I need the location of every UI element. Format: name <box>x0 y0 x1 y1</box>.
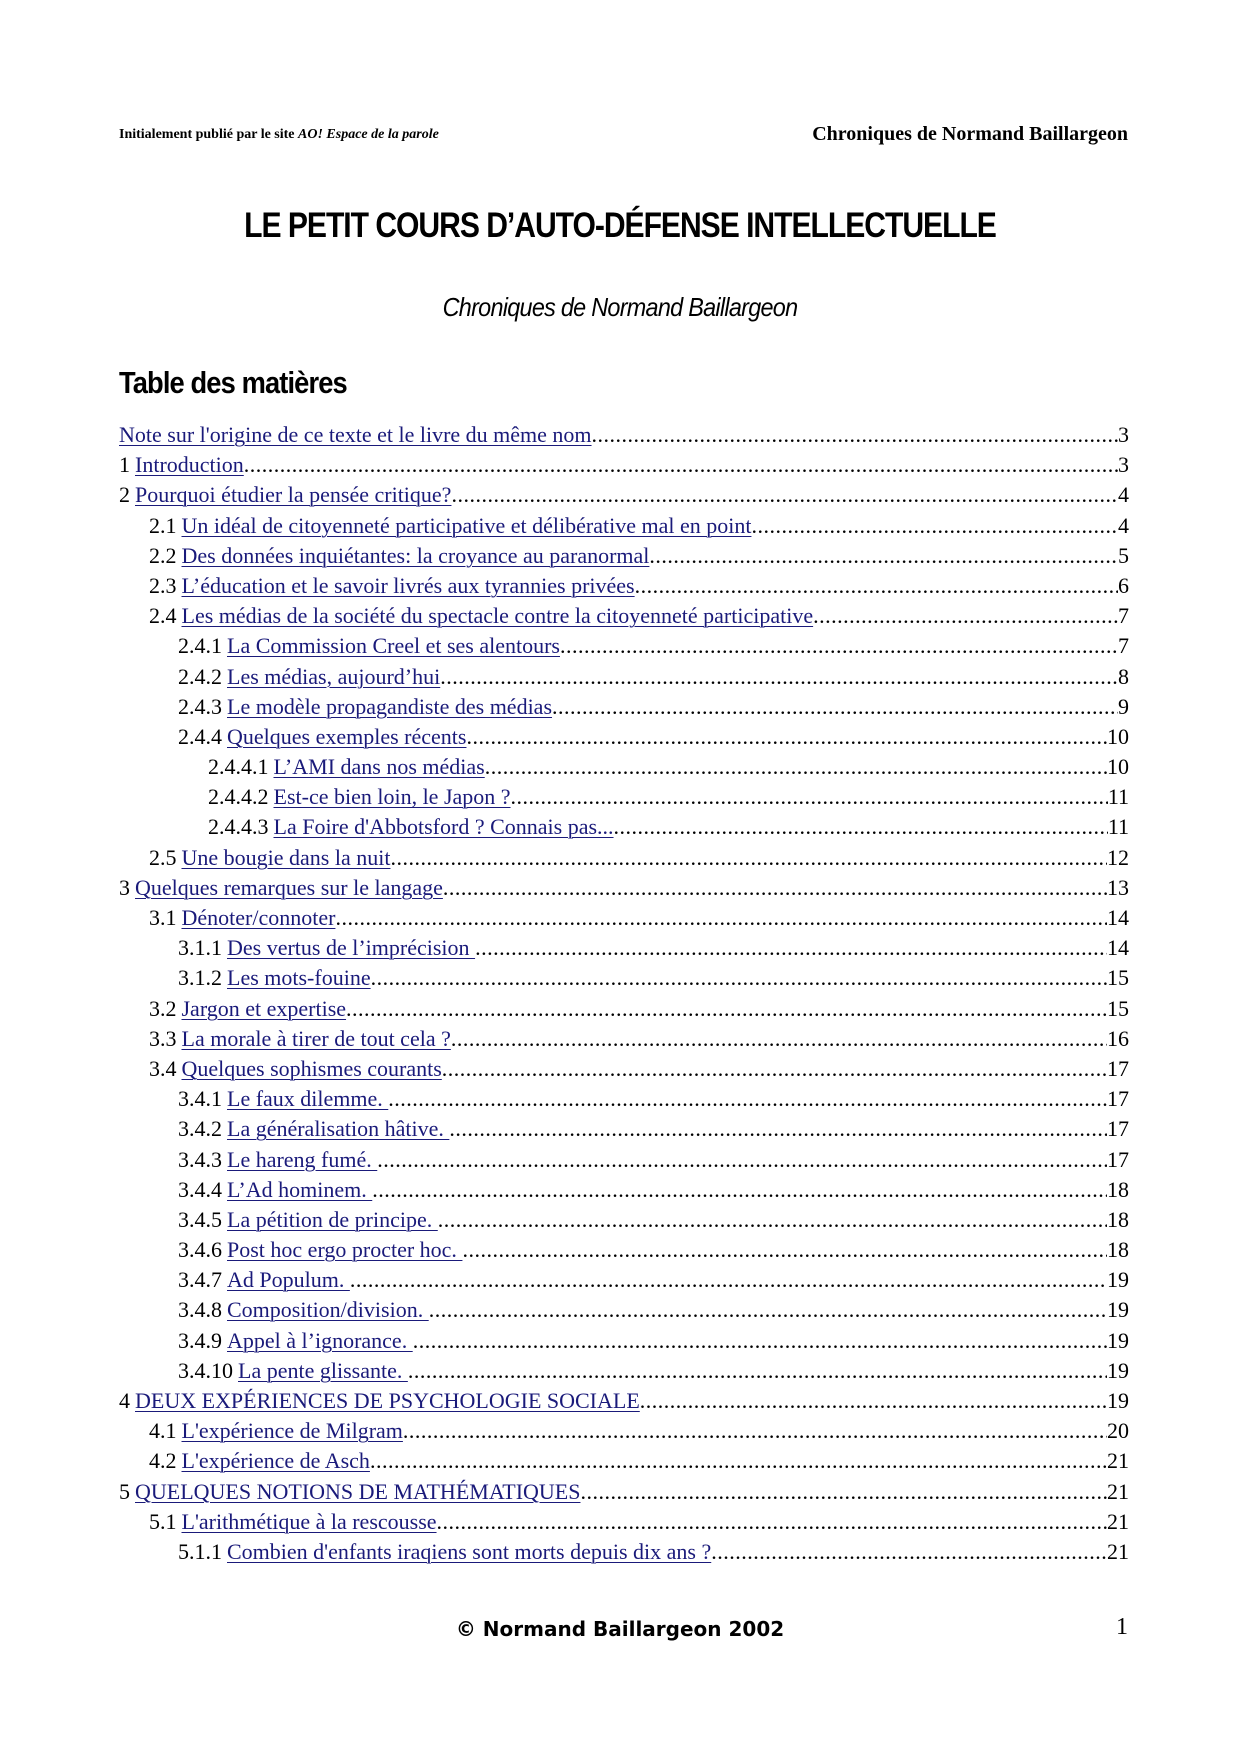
toc-entry-page: 17 <box>1107 1146 1129 1172</box>
toc-entry-link[interactable]: L’éducation et le savoir livrés aux tyrannies privées <box>181 572 635 598</box>
toc-entry-number: 5.1 <box>149 1508 177 1534</box>
toc-entry-link[interactable]: L'arithmétique à la rescousse <box>181 1508 437 1534</box>
toc-entry-page: 11 <box>1107 814 1129 840</box>
toc-entry-number: 2.4.4 <box>178 723 222 749</box>
toc-entry-link[interactable]: La Commission Creel et ses alentours <box>227 633 560 659</box>
toc-entry-page: 14 <box>1107 935 1129 961</box>
toc-entry-number: 3.4.8 <box>178 1297 222 1323</box>
toc-entry <box>119 631 1129 661</box>
toc-entry-page: 10 <box>1107 723 1129 749</box>
toc-entry-number: 3.4.1 <box>178 1086 222 1112</box>
toc-entry-page: 7 <box>1118 603 1129 629</box>
toc-entry-number: 2.4 <box>149 603 177 629</box>
toc-entry-link[interactable]: Un idéal de citoyenneté participative et délibérative mal en point <box>181 512 752 538</box>
toc-entry-page: 13 <box>1107 874 1129 900</box>
toc-entry-link[interactable]: La morale à tirer de tout cela ? <box>181 1025 451 1051</box>
toc-dot-leader <box>440 662 1118 692</box>
toc-entry <box>119 933 1129 963</box>
toc-entry-number: 2.4.4.2 <box>208 784 269 810</box>
toc-dot-leader <box>511 782 1108 812</box>
toc-entry-page: 21 <box>1107 1538 1129 1564</box>
toc-dot-leader <box>649 541 1118 571</box>
toc-entry-link[interactable]: La pente glissante. <box>238 1357 408 1383</box>
toc-dot-leader <box>350 1265 1107 1295</box>
toc-entry-page: 19 <box>1107 1357 1129 1383</box>
toc-entry-link[interactable]: Le modèle propagandiste des médias <box>227 693 553 719</box>
toc-entry <box>119 1386 1129 1416</box>
toc-dot-leader <box>451 480 1118 510</box>
toc-entry <box>119 1265 1129 1295</box>
toc-entry-page: 16 <box>1107 1025 1129 1051</box>
toc-entry-page: 18 <box>1107 1237 1129 1263</box>
toc-entry-page: 15 <box>1107 995 1129 1021</box>
toc-entry <box>119 722 1129 752</box>
toc-entry <box>119 812 1129 842</box>
toc-entry-page: 8 <box>1118 663 1129 689</box>
toc-dot-leader <box>442 1054 1107 1084</box>
toc-dot-leader <box>635 571 1118 601</box>
toc-entry-page: 15 <box>1107 965 1129 991</box>
toc-entry <box>119 692 1129 722</box>
toc-entry <box>119 1446 1129 1476</box>
toc-dot-leader <box>614 812 1108 842</box>
toc-dot-leader <box>580 1477 1107 1507</box>
toc-entry-link[interactable]: Composition/division. <box>227 1297 429 1323</box>
toc-entry <box>119 1235 1129 1265</box>
toc-entry-link[interactable]: QUELQUES NOTIONS DE MATHÉMATIQUES <box>135 1478 581 1504</box>
toc-entry-number: 2.4.1 <box>178 633 222 659</box>
toc-dot-leader <box>377 1145 1107 1175</box>
table-of-contents <box>119 420 1129 1567</box>
toc-entry-page: 3 <box>1118 422 1129 447</box>
toc-entry-link[interactable]: Quelques remarques sur le langage <box>135 874 443 900</box>
toc-entry-link[interactable]: Quelques sophismes courants <box>181 1055 442 1081</box>
toc-entry-link[interactable]: DEUX EXPÉRIENCES DE PSYCHOLOGIE SOCIALE <box>135 1388 640 1413</box>
document-title: LE PETIT COURS D’AUTO-DÉFENSE INTELLECTUELLE <box>244 206 996 245</box>
toc-dot-leader <box>466 722 1107 752</box>
toc-entry <box>119 450 1129 480</box>
toc-entry-link[interactable]: Ad Populum. <box>227 1267 350 1293</box>
toc-entry <box>119 1537 1129 1567</box>
toc-entry-number: 2.4.2 <box>178 663 222 689</box>
toc-entry-link[interactable]: Des vertus de l’imprécision <box>227 935 476 961</box>
toc-entry-number: 3.4.7 <box>178 1267 222 1293</box>
toc-entry <box>119 601 1129 631</box>
toc-entry <box>119 1507 1129 1537</box>
toc-entry-link[interactable]: Les médias, aujourd’hui <box>227 663 441 689</box>
toc-entry-page: 20 <box>1107 1418 1129 1444</box>
toc-entry <box>119 1326 1129 1356</box>
toc-dot-leader <box>813 601 1118 631</box>
toc-entry-number: 3 <box>119 874 130 900</box>
toc-entry <box>119 1477 1129 1507</box>
toc-dot-leader <box>403 1416 1107 1446</box>
toc-entry <box>119 1114 1129 1144</box>
toc-entry-link[interactable]: L’AMI dans nos médias <box>273 754 485 780</box>
toc-entry-number: 2.2 <box>149 542 177 568</box>
toc-entry <box>119 1054 1129 1084</box>
toc-entry-link[interactable]: Quelques exemples récents <box>227 723 467 749</box>
toc-entry-number: 3.4.5 <box>178 1206 222 1232</box>
toc-entry-number: 3.1 <box>149 905 177 930</box>
toc-entry-number: 2.5 <box>149 844 177 870</box>
toc-entry <box>119 1084 1129 1114</box>
toc-entry-number: 5.1.1 <box>178 1538 222 1564</box>
toc-entry-number: 3.4.9 <box>178 1327 222 1353</box>
toc-entry <box>119 420 1129 450</box>
toc-entry-link[interactable]: Pourquoi étudier la pensée critique? <box>135 482 452 508</box>
toc-entry-page: 21 <box>1107 1478 1129 1504</box>
toc-entry-page: 3 <box>1118 452 1129 478</box>
toc-dot-leader <box>475 933 1107 963</box>
toc-entry <box>119 511 1129 541</box>
toc-entry-number: 4.2 <box>149 1448 177 1474</box>
toc-entry-link[interactable]: Des données inquiétantes: la croyance au paranormal <box>181 542 650 568</box>
toc-dot-leader <box>462 1235 1107 1265</box>
toc-entry-page: 9 <box>1118 693 1129 719</box>
toc-entry-link[interactable]: La généralisation hâtive. <box>227 1116 450 1142</box>
toc-dot-leader <box>451 1024 1107 1054</box>
toc-dot-leader <box>429 1295 1107 1325</box>
toc-entry-number: 2.4.4.1 <box>208 754 269 780</box>
toc-dot-leader <box>443 873 1107 903</box>
toc-entry-number: 2 <box>119 482 130 508</box>
toc-entry-link[interactable]: Les médias de la société du spectacle contre la citoyenneté participative <box>181 603 814 629</box>
toc-dot-leader <box>370 1446 1107 1476</box>
toc-entry-page: 19 <box>1107 1267 1129 1293</box>
toc-dot-leader <box>552 692 1118 722</box>
toc-entry <box>119 903 1129 933</box>
toc-entry-number: 2.4.3 <box>178 693 222 719</box>
toc-entry-number: 2.4.4.3 <box>208 814 269 840</box>
toc-entry-number: 3.4.6 <box>178 1237 222 1263</box>
toc-dot-leader <box>560 631 1118 661</box>
toc-entry-page: 21 <box>1107 1508 1129 1534</box>
toc-entry <box>119 662 1129 692</box>
toc-entry <box>119 873 1129 903</box>
toc-entry <box>119 843 1129 873</box>
toc-entry-page: 17 <box>1107 1055 1129 1081</box>
toc-entry-link[interactable]: Le faux dilemme. <box>227 1086 389 1112</box>
toc-dot-leader <box>244 450 1118 480</box>
toc-entry-number: 4.1 <box>149 1418 177 1444</box>
toc-entry-page: 11 <box>1107 784 1129 810</box>
toc-entry <box>119 1205 1129 1235</box>
toc-entry-page: 19 <box>1107 1327 1129 1353</box>
toc-entry-number: 3.2 <box>149 995 177 1021</box>
toc-entry-link[interactable]: L'expérience de Asch <box>181 1448 370 1474</box>
toc-entry-link[interactable]: Le hareng fumé. <box>227 1146 378 1172</box>
toc-entry <box>119 1295 1129 1325</box>
toc-dot-leader <box>751 511 1118 541</box>
toc-dot-leader <box>438 1205 1107 1235</box>
toc-entry-page: 10 <box>1107 754 1129 780</box>
toc-entry <box>119 1175 1129 1205</box>
toc-dot-leader <box>335 903 1107 933</box>
toc-entry-link[interactable]: Dénoter/connoter <box>181 905 336 930</box>
toc-entry-page: 5 <box>1118 542 1129 568</box>
toc-dot-leader <box>640 1386 1107 1416</box>
toc-dot-leader <box>388 1084 1107 1114</box>
toc-entry-page: 6 <box>1118 572 1129 598</box>
toc-entry <box>119 1024 1129 1054</box>
toc-entry-number: 3.4.4 <box>178 1176 222 1202</box>
toc-entry-page: 19 <box>1107 1388 1129 1413</box>
toc-entry-number: 3.1.1 <box>178 935 222 961</box>
toc-entry-link[interactable]: Introduction <box>135 452 244 478</box>
toc-entry-number: 2.1 <box>149 512 177 538</box>
header-source-prefix: Initialement publié par le site <box>119 127 299 142</box>
toc-entry <box>119 571 1129 601</box>
running-header-left <box>119 127 439 143</box>
toc-entry-link[interactable]: La pétition de principe. <box>227 1206 438 1232</box>
toc-entry-page: 21 <box>1107 1448 1129 1474</box>
toc-entry-page: 14 <box>1107 905 1129 930</box>
toc-entry-number: 3.3 <box>149 1025 177 1051</box>
toc-entry <box>119 752 1129 782</box>
toc-dot-leader <box>372 1175 1107 1205</box>
toc-entry-link[interactable]: Une bougie dans la nuit <box>181 844 391 870</box>
toc-entry-link[interactable]: L’Ad hominem. <box>227 1176 373 1202</box>
toc-heading: Table des matières <box>119 365 347 400</box>
toc-entry-number: 3.4 <box>149 1055 177 1081</box>
toc-entry <box>119 480 1129 510</box>
toc-entry-number: 2.3 <box>149 572 177 598</box>
toc-entry-number: 5 <box>119 1478 130 1504</box>
toc-entry <box>119 1356 1129 1386</box>
toc-entry-page: 7 <box>1118 633 1129 659</box>
toc-entry-link[interactable]: Note sur l'origine de ce texte et le livre du même nom <box>119 422 592 447</box>
toc-entry-page: 17 <box>1107 1116 1129 1142</box>
toc-dot-leader <box>371 963 1107 993</box>
toc-dot-leader <box>346 994 1107 1024</box>
toc-entry <box>119 782 1129 812</box>
toc-entry <box>119 994 1129 1024</box>
toc-dot-leader <box>449 1114 1107 1144</box>
toc-entry-link[interactable]: Combien d'enfants iraqiens sont morts depuis dix ans ? <box>227 1538 712 1564</box>
toc-entry-link[interactable]: Les mots-fouine <box>227 965 371 991</box>
toc-entry-number: 3.4.10 <box>178 1357 233 1383</box>
toc-dot-leader <box>437 1507 1107 1537</box>
toc-entry-number: 1 <box>119 452 130 478</box>
toc-dot-leader <box>485 752 1107 782</box>
toc-entry-page: 18 <box>1107 1176 1129 1202</box>
toc-entry-page: 18 <box>1107 1206 1129 1232</box>
toc-entry-number: 3.1.2 <box>178 965 222 991</box>
toc-dot-leader <box>408 1356 1107 1386</box>
toc-entry-page: 12 <box>1107 844 1129 870</box>
toc-entry-page: 17 <box>1107 1086 1129 1112</box>
toc-entry-link[interactable]: Jargon et expertise <box>181 995 347 1021</box>
toc-entry <box>119 1416 1129 1446</box>
running-header-right: Chroniques de Normand Baillargeon <box>812 123 1128 145</box>
toc-dot-leader <box>592 420 1118 450</box>
toc-entry <box>119 963 1129 993</box>
header-source-site: AO! Espace de la parole <box>298 127 439 142</box>
footer-page-number: 1 <box>1116 1614 1128 1640</box>
toc-entry-number: 3.4.2 <box>178 1116 222 1142</box>
toc-entry-link[interactable]: La Foire d'Abbotsford ? Connais pas... <box>273 814 614 840</box>
toc-dot-leader <box>390 843 1107 873</box>
toc-entry-number: 4 <box>119 1388 130 1413</box>
toc-entry-number: 3.4.3 <box>178 1146 222 1172</box>
toc-dot-leader <box>711 1537 1107 1567</box>
toc-dot-leader <box>413 1326 1107 1356</box>
toc-entry-link[interactable]: L'expérience de Milgram <box>181 1418 403 1444</box>
toc-entry-link[interactable]: Est-ce bien loin, le Japon ? <box>273 784 511 810</box>
document-subtitle: Chroniques de Normand Baillargeon <box>442 292 798 322</box>
toc-entry-link[interactable]: Post hoc ergo procter hoc. <box>227 1237 463 1263</box>
footer-copyright: © Normand Baillargeon 2002 <box>455 1617 785 1641</box>
toc-entry-link[interactable]: Appel à l’ignorance. <box>227 1327 413 1353</box>
toc-entry <box>119 1145 1129 1175</box>
toc-entry-page: 4 <box>1118 512 1129 538</box>
toc-entry-page: 19 <box>1107 1297 1129 1323</box>
toc-entry-page: 4 <box>1118 482 1129 508</box>
toc-entry <box>119 541 1129 571</box>
